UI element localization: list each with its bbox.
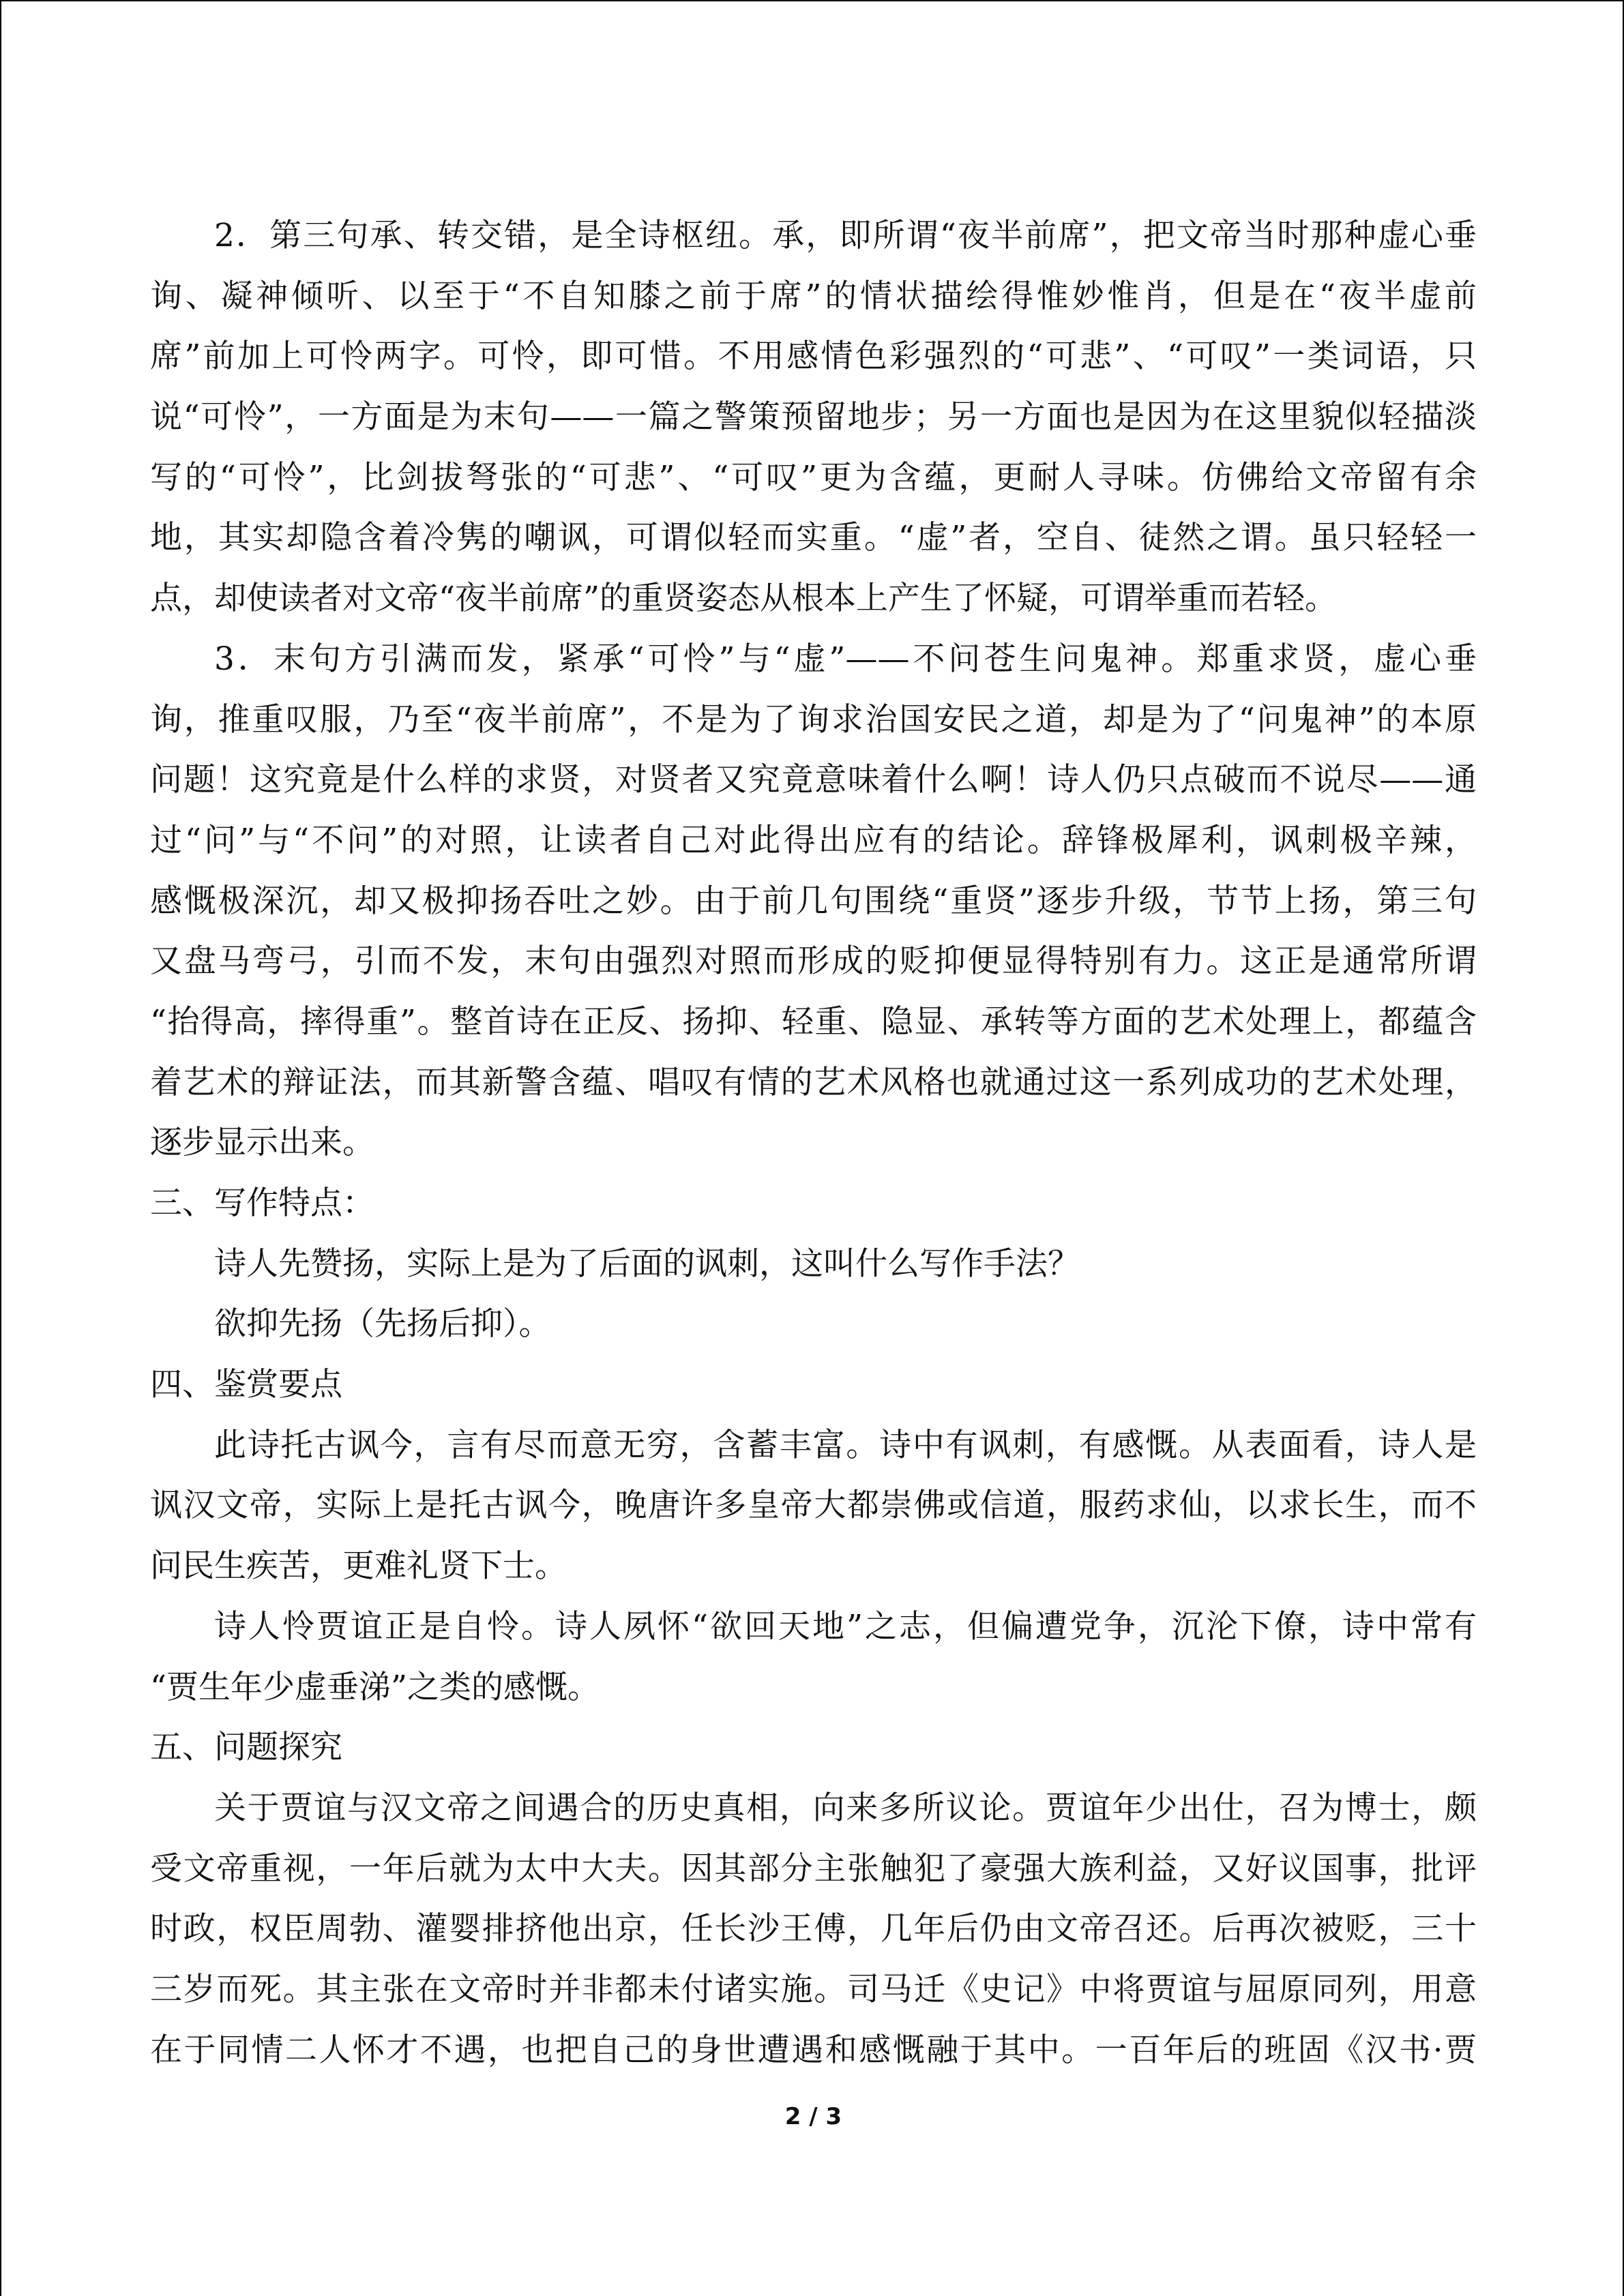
text-line: 欲抑先扬（先扬后抑）。 xyxy=(214,1305,551,1343)
text-line: 说“可怜”，一方面是为末句——一篇之警策预留地步；另一方面也是因为在这里貌似轻描淡 xyxy=(150,398,1477,436)
text-line: 过“问”与“不问”的对照，让读者自己对此得出应有的结论。辞锋极犀利，讽刺极辛辣， xyxy=(150,821,1477,859)
text-line: 席”前加上可怜两字。可怜，即可惜。不用感情色彩强烈的“可悲”、“可叹”一类词语，只 xyxy=(150,338,1477,376)
text-line: 此诗托古讽今，言有尽而意无穷，含蓄丰富。诗中有讽刺，有感慨。从表面看，诗人是 xyxy=(214,1426,1477,1464)
text-line: 感慨极深沉，却又极抑扬吞吐之妙。由于前几句围绕“重贤”逐步升级，节节上扬，第三句 xyxy=(150,882,1477,920)
text-line: 2．第三句承、转交错，是全诗枢纽。承，即所谓“夜半前席”，把文帝当时那种虚心垂 xyxy=(214,217,1477,254)
text-line: 关于贾谊与汉文帝之间遇合的历史真相，向来多所议论。贾谊年少出仕，召为博士，颇 xyxy=(214,1789,1477,1827)
text-line: 五、问题探究 xyxy=(150,1729,342,1767)
text-line: 逐步显示出来。 xyxy=(150,1124,374,1162)
text-line: 3．末句方引满而发，紧承“可怜”与“虚”——不问苍生问鬼神。郑重求贤，虚心垂 xyxy=(214,640,1477,678)
text-line: 诗人怜贾谊正是自怜。诗人夙怀“欲回天地”之志，但偏遭党争，沉沦下僚，诗中常有 xyxy=(214,1607,1477,1645)
text-line: 时政，权臣周勃、灌婴排挤他出京，任长沙王傅，几年后仍由文帝召还。后再次被贬，三十 xyxy=(150,1910,1477,1948)
text-line: 点，却使读者对文帝“夜半前席”的重贤姿态从根本上产生了怀疑，可谓举重而若轻。 xyxy=(150,580,1338,618)
text-line: 着艺术的辩证法，而其新警含蕴、唱叹有情的艺术风格也就通过这一系列成功的艺术处理， xyxy=(150,1063,1477,1101)
text-line: 询、凝神倾听、以至于“不自知膝之前于席”的情状描绘得惟妙惟肖，但是在“夜半虚前 xyxy=(150,277,1477,315)
text-line: 四、鉴赏要点 xyxy=(150,1366,342,1404)
text-line: 问题！这究竟是什么样的求贤，对贤者又究竟意味着什么啊！诗人仍只点破而不说尽——通 xyxy=(150,761,1477,799)
text-line: 询，推重叹服，乃至“夜半前席”，不是为了询求治国安民之道，却是为了“问鬼神”的本原 xyxy=(150,700,1477,739)
text-line: 受文帝重视，一年后就为太中大夫。因其部分主张触犯了豪强大族利益，又好议国事，批评 xyxy=(150,1849,1477,1888)
text-line: 三、写作特点： xyxy=(150,1184,374,1222)
text-line: 讽汉文帝，实际上是托古讽今，晚唐许多皇帝大都崇佛或信道，服药求仙，以求长生，而不 xyxy=(150,1487,1477,1525)
document-body xyxy=(150,206,1477,2081)
page-number: 2 / 3 xyxy=(784,2103,842,2130)
text-line: “抬得高，摔得重”。整首诗在正反、扬抑、轻重、隐显、承转等方面的艺术处理上，都蕴含 xyxy=(150,1002,1477,1041)
text-line: 又盘马弯弓，引而不发，末句由强烈对照而形成的贬抑便显得特别有力。这正是通常所谓 xyxy=(150,942,1477,981)
text-line: 问民生疾苦，更难礼贤下士。 xyxy=(150,1547,567,1585)
text-line: 在于同情二人怀才不遇，也把自己的身世遭遇和感慨融于其中。一百年后的班固《汉书·贾 xyxy=(150,2031,1477,2069)
text-line: 地，其实却隐含着冷隽的嘲讽，可谓似轻而实重。“虚”者，空自、徒然之谓。虽只轻轻一 xyxy=(150,519,1477,557)
text-line: “贾生年少虚垂涕”之类的感慨。 xyxy=(150,1668,600,1706)
text-line: 写的“可怜”，比剑拔弩张的“可悲”、“可叹”更为含蕴，更耐人寻味。仿佛给文帝留有余 xyxy=(150,458,1477,496)
text-line: 三岁而死。其主张在文帝时并非都未付诸实施。司马迁《史记》中将贾谊与屈原同列，用意 xyxy=(150,1970,1477,2008)
text-line: 诗人先赞扬，实际上是为了后面的讽刺，这叫什么写作手法？ xyxy=(214,1244,1080,1283)
